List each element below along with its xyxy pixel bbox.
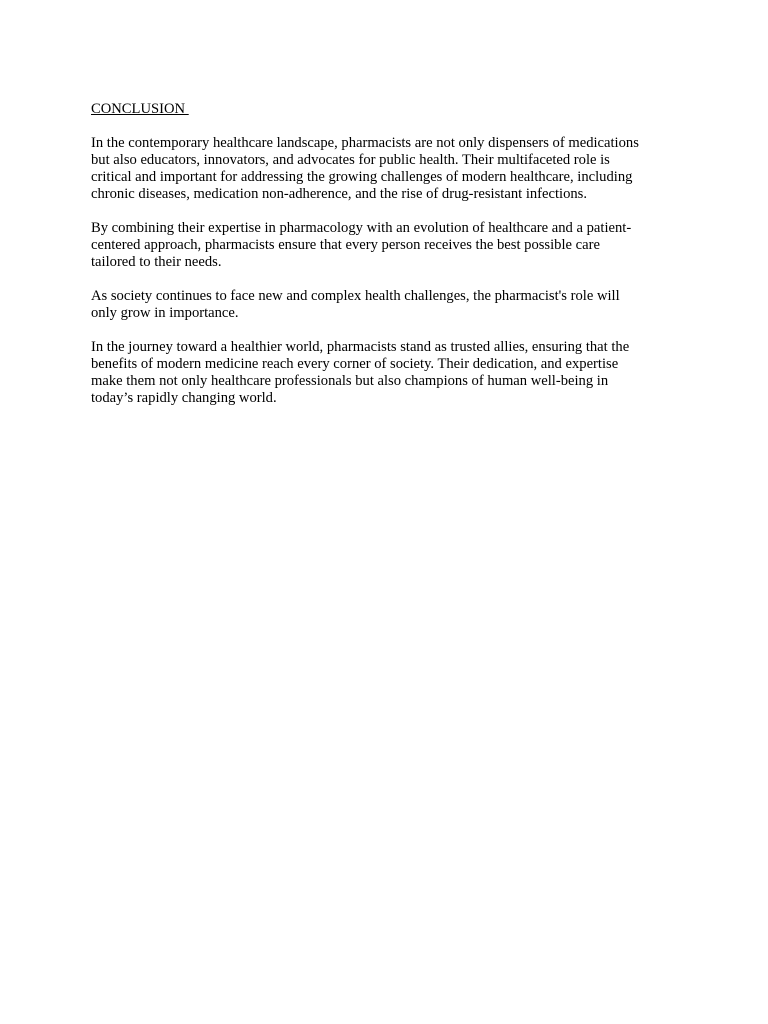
paragraph-line: centered approach, pharmacists ensure that every person receives the best possible care [91,237,600,253]
paragraph-line: today’s rapidly changing world. [91,390,277,406]
paragraph-line: In the journey toward a healthier world, pharmacists stand as trusted allies, ensuring that the [91,339,630,355]
section-heading: CONCLUSION [91,101,189,117]
paragraph-line: tailored to their needs. [91,254,222,270]
paragraph-3 [91,288,681,322]
paragraph-line: only grow in importance. [91,305,239,321]
paragraph-line: make them not only healthcare professionals but also champions of human well-being in [91,373,609,389]
paragraph-line: By combining their expertise in pharmacology with an evolution of healthcare and a patient- [91,220,632,236]
paragraph-2 [91,220,681,271]
paragraph-line: but also educators, innovators, and advocates for public health. Their multifaceted role is [91,152,610,168]
paragraph-4 [91,339,681,407]
document-body [91,101,681,424]
paragraph-line: As society continues to face new and complex health challenges, the pharmacist's role will [91,288,620,304]
paragraph-line: critical and important for addressing the growing challenges of modern healthcare, including [91,169,633,185]
paragraph-line: benefits of modern medicine reach every corner of society. Their dedication, and expertise [91,356,619,372]
paragraph-line: chronic diseases, medication non-adherence, and the rise of drug-resistant infections. [91,186,588,202]
paragraph-line: In the contemporary healthcare landscape, pharmacists are not only dispensers of medications [91,135,639,151]
paragraph-1 [91,135,681,203]
